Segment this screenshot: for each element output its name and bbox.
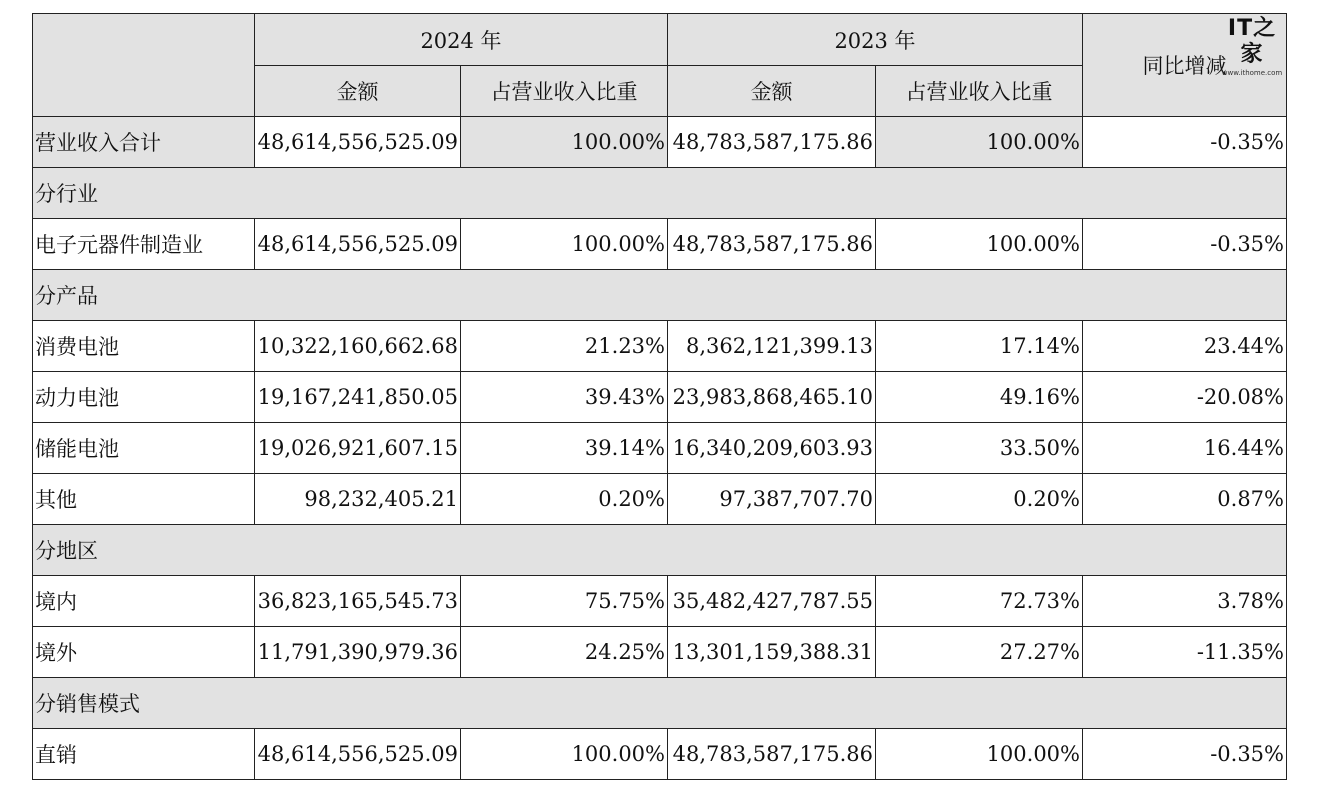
ratio-2024-cell: 75.75% <box>461 576 668 627</box>
ratio-2024-cell: 39.14% <box>461 423 668 474</box>
yoy-cell: 16.44% <box>1083 423 1287 474</box>
header-yoy: 同比增减 <box>1083 14 1287 117</box>
header-ratio-2023: 占营业收入比重 <box>876 66 1083 117</box>
table-row-overseas <box>33 627 1287 678</box>
amount-2024-cell: 48,614,556,525.09 <box>255 117 461 168</box>
section-label: 分产品 <box>33 270 1287 321</box>
revenue-breakdown-table <box>32 13 1287 780</box>
row-label: 电子元器件制造业 <box>33 219 255 270</box>
ratio-2023-cell: 27.27% <box>876 627 1083 678</box>
ratio-2023-cell: 72.73% <box>876 576 1083 627</box>
yoy-cell: 0.87% <box>1083 474 1287 525</box>
yoy-cell: 23.44% <box>1083 321 1287 372</box>
amount-2024-cell: 11,791,390,979.36 <box>255 627 461 678</box>
row-label: 动力电池 <box>33 372 255 423</box>
yoy-cell: 3.78% <box>1083 576 1287 627</box>
yoy-cell: -0.35% <box>1083 729 1287 780</box>
table-row-electronics <box>33 219 1287 270</box>
ratio-2023-cell: 0.20% <box>876 474 1083 525</box>
ratio-2024-cell: 21.23% <box>461 321 668 372</box>
section-row-industry <box>33 168 1287 219</box>
ratio-2024-cell: 100.00% <box>461 729 668 780</box>
header-blank-cell <box>33 14 255 117</box>
row-label: 储能电池 <box>33 423 255 474</box>
amount-2023-cell: 97,387,707.70 <box>668 474 876 525</box>
amount-2024-cell: 98,232,405.21 <box>255 474 461 525</box>
header-amount-2024: 金额 <box>255 66 461 117</box>
amount-2024-cell: 19,167,241,850.05 <box>255 372 461 423</box>
table-row-other <box>33 474 1287 525</box>
table-row-domestic <box>33 576 1287 627</box>
amount-2023-cell: 48,783,587,175.86 <box>668 219 876 270</box>
amount-2023-cell: 23,983,868,465.10 <box>668 372 876 423</box>
table-row-power <box>33 372 1287 423</box>
table-row-direct <box>33 729 1287 780</box>
amount-2023-cell: 16,340,209,603.93 <box>668 423 876 474</box>
row-label: 消费电池 <box>33 321 255 372</box>
amount-2024-cell: 10,322,160,662.68 <box>255 321 461 372</box>
header-ratio-2024: 占营业收入比重 <box>461 66 668 117</box>
row-label: 其他 <box>33 474 255 525</box>
amount-2023-cell: 13,301,159,388.31 <box>668 627 876 678</box>
ratio-2023-cell: 100.00% <box>876 117 1083 168</box>
yoy-cell: -20.08% <box>1083 372 1287 423</box>
table-row-total <box>33 117 1287 168</box>
header-year-2023: 2023 年 <box>668 14 1083 66</box>
amount-2024-cell: 19,026,921,607.15 <box>255 423 461 474</box>
amount-2023-cell: 48,783,587,175.86 <box>668 117 876 168</box>
ratio-2023-cell: 100.00% <box>876 219 1083 270</box>
header-amount-2023: 金额 <box>668 66 876 117</box>
amount-2024-cell: 36,823,165,545.73 <box>255 576 461 627</box>
yoy-cell: -11.35% <box>1083 627 1287 678</box>
section-label: 分行业 <box>33 168 1287 219</box>
section-row-region <box>33 525 1287 576</box>
amount-2024-cell: 48,614,556,525.09 <box>255 219 461 270</box>
amount-2024-cell: 48,614,556,525.09 <box>255 729 461 780</box>
ratio-2024-cell: 24.25% <box>461 627 668 678</box>
header-year-2024: 2024 年 <box>255 14 668 66</box>
amount-2023-cell: 35,482,427,787.55 <box>668 576 876 627</box>
table-row-consumer <box>33 321 1287 372</box>
yoy-cell: -0.35% <box>1083 219 1287 270</box>
section-label: 分销售模式 <box>33 678 1287 729</box>
ithome-url: www.ithome.com <box>1221 69 1283 77</box>
row-label: 境内 <box>33 576 255 627</box>
ratio-2023-cell: 100.00% <box>876 729 1083 780</box>
ratio-2023-cell: 49.16% <box>876 372 1083 423</box>
table-row-storage <box>33 423 1287 474</box>
ithome-logo: IT之家 <box>1227 16 1277 67</box>
section-row-product <box>33 270 1287 321</box>
ratio-2023-cell: 33.50% <box>876 423 1083 474</box>
row-label: 直销 <box>33 729 255 780</box>
section-row-sales-mode <box>33 678 1287 729</box>
yoy-cell: -0.35% <box>1083 117 1287 168</box>
row-label: 境外 <box>33 627 255 678</box>
amount-2023-cell: 48,783,587,175.86 <box>668 729 876 780</box>
ratio-2024-cell: 100.00% <box>461 117 668 168</box>
ratio-2024-cell: 0.20% <box>461 474 668 525</box>
amount-2023-cell: 8,362,121,399.13 <box>668 321 876 372</box>
ratio-2024-cell: 39.43% <box>461 372 668 423</box>
ratio-2024-cell: 100.00% <box>461 219 668 270</box>
ratio-2023-cell: 17.14% <box>876 321 1083 372</box>
row-label: 营业收入合计 <box>33 117 255 168</box>
section-label: 分地区 <box>33 525 1287 576</box>
ithome-watermark <box>1220 16 1284 77</box>
